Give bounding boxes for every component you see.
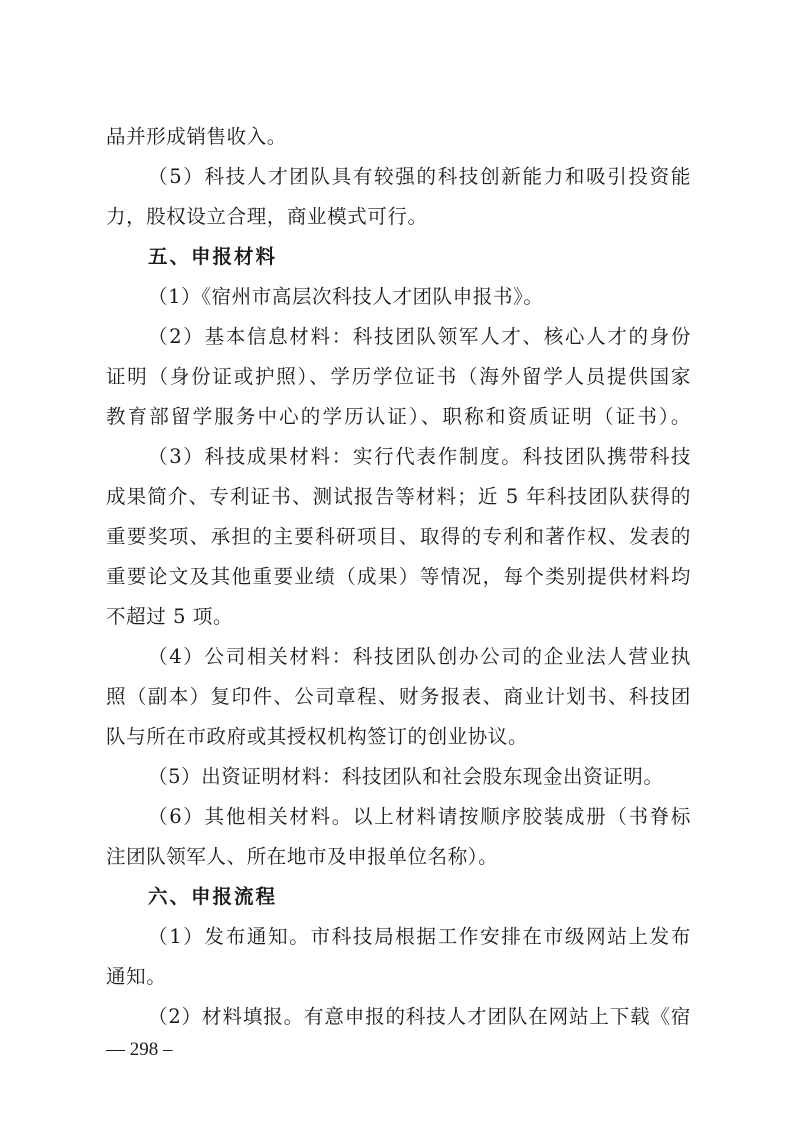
- paragraph-line: （5）出资证明材料：科技团队和社会股东现金出资证明。: [148, 765, 664, 788]
- paragraph-line: 不超过 5 项。: [106, 605, 234, 628]
- paragraph-line: （3）科技成果材料：实行代表作制度。科技团队携带科技: [148, 445, 691, 468]
- paragraph-line: （2）材料填报。有意申报的科技人才团队在网站上下载《宿: [148, 1005, 691, 1028]
- paragraph-line: 力，股权设立合理，商业模式可行。: [106, 205, 428, 228]
- paragraph-line: 证明（身份证或护照）、学历学位证书（海外留学人员提供国家: [106, 365, 691, 388]
- paragraph-line: （1）《宿州市高层次科技人才团队申报书》。: [148, 285, 544, 308]
- paragraph-line: 教育部留学服务中心的学历认证）、职称和资质证明（证书）。: [106, 405, 691, 428]
- paragraph-line: 重要论文及其他重要业绩（成果）等情况，每个类别提供材料均: [106, 565, 691, 588]
- paragraph-line: 通知。: [106, 965, 167, 988]
- paragraph-line: （4）公司相关材料：科技团队创办公司的企业法人营业执: [148, 645, 691, 668]
- paragraph-line: 重要奖项、承担的主要科研项目、取得的专利和著作权、发表的: [106, 525, 691, 548]
- section-heading-process: 六、申报流程: [148, 885, 278, 908]
- paragraph-line: 成果简介、专利证书、测试报告等材料；近 5 年科技团队获得的: [106, 485, 691, 508]
- section-heading-materials: 五、申报材料: [148, 245, 278, 268]
- page-number: — 298 –: [106, 1039, 173, 1060]
- paragraph-line: （1）发布通知。市科技局根据工作安排在市级网站上发布: [148, 925, 691, 948]
- paragraph-line: （6）其他相关材料。以上材料请按顺序胶装成册（书脊标: [148, 805, 691, 828]
- paragraph-line: 注团队领军人、所在地市及申报单位名称）。: [106, 845, 499, 868]
- paragraph-line: （2）基本信息材料：科技团队领军人才、核心人才的身份: [148, 325, 691, 348]
- paragraph-line: 照（副本）复印件、公司章程、财务报表、商业计划书、科技团: [106, 685, 691, 708]
- paragraph-line: （5）科技人才团队具有较强的科技创新能力和吸引投资能: [148, 165, 691, 188]
- paragraph-line: 品并形成销售收入。: [106, 125, 287, 148]
- paragraph-line: 队与所在市政府或其授权机构签订的创业协议。: [106, 725, 529, 748]
